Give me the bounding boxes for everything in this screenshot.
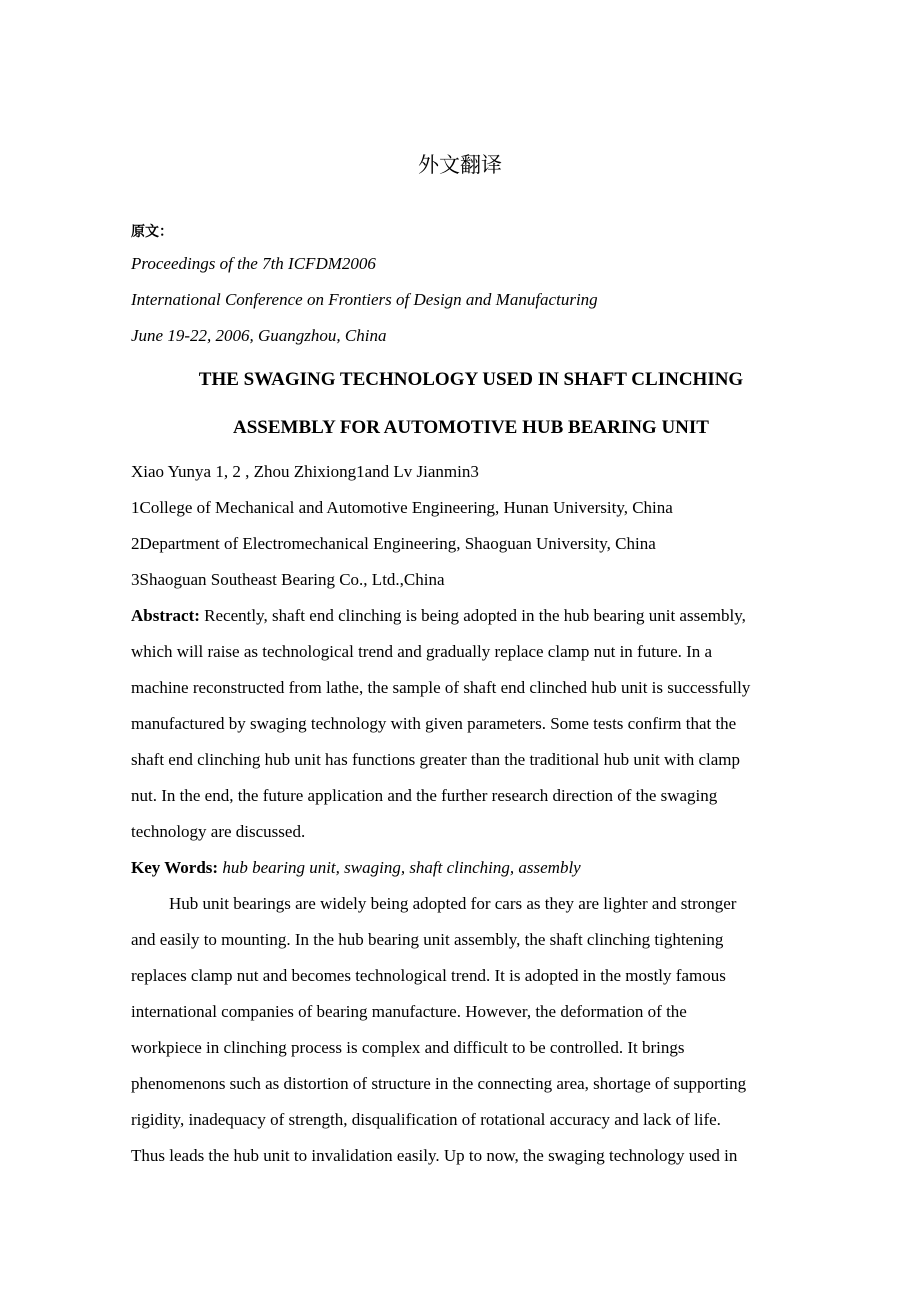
body-line: replaces clamp nut and becomes technological trend. It is adopted in the mostly famous: [131, 966, 726, 985]
body-line: rigidity, inadequacy of strength, disqualification of rotational accuracy and lack of life.: [131, 1110, 721, 1129]
authors: Xiao Yunya 1, 2 , Zhou Zhixiong1and Lv Jianmin3: [131, 462, 479, 481]
body-line: phenomenons such as distortion of structure in the connecting area, shortage of supporting: [131, 1074, 747, 1093]
paper-title-line-1: THE SWAGING TECHNOLOGY USED IN SHAFT CLINCHING: [198, 369, 744, 390]
body-line: and easily to mounting. In the hub bearing unit assembly, the shaft clinching tightening: [131, 930, 724, 949]
original-text-label: 原文：: [131, 224, 173, 240]
abstract-line: manufactured by swaging technology with given parameters. Some tests confirm that the: [131, 714, 737, 733]
abstract-line: technology are discussed.: [131, 822, 306, 841]
keywords-label: Key Words:: [131, 858, 219, 877]
date-location-line: June 19-22, 2006, Guangzhou, China: [131, 326, 387, 345]
abstract-line: nut. In the end, the future application and the further research direction of the swaging: [131, 786, 718, 805]
keywords-text: hub bearing unit, swaging, shaft clinching, assembly: [218, 858, 581, 877]
affiliation-2: 2Department of Electromechanical Engineering, Shaoguan University, China: [131, 534, 656, 553]
abstract-line: which will raise as technological trend and gradually replace clamp nut in future. In a: [131, 642, 713, 661]
page-title: 外文翻译: [418, 153, 502, 177]
document-body: [131, 218, 811, 1174]
body-line: Hub unit bearings are widely being adopted for cars as they are lighter and stronger: [169, 894, 737, 913]
body-line: Thus leads the hub unit to invalidation easily. Up to now, the swaging technology used in: [131, 1146, 738, 1165]
abstract-text: Recently, shaft end clinching is being adopted in the hub bearing unit assembly,: [199, 606, 746, 625]
affiliation-1: 1College of Mechanical and Automotive Engineering, Hunan University, China: [131, 498, 673, 517]
body-line: international companies of bearing manufacture. However, the deformation of the: [131, 1002, 687, 1021]
keywords: [131, 850, 811, 886]
abstract-line: machine reconstructed from lathe, the sample of shaft end clinched hub unit is successfully: [131, 678, 751, 697]
conference-line: International Conference on Frontiers of Design and Manufacturing: [131, 290, 598, 309]
affiliation-3: 3Shaoguan Southeast Bearing Co., Ltd.,China: [131, 570, 445, 589]
abstract: [131, 598, 811, 850]
proceedings-line: Proceedings of the 7th ICFDM2006: [131, 254, 376, 273]
abstract-line: shaft end clinching hub unit has functions greater than the traditional hub unit with clamp: [131, 750, 741, 769]
abstract-label: Abstract:: [131, 606, 200, 625]
paper-title-line-2: ASSEMBLY FOR AUTOMOTIVE HUB BEARING UNIT: [233, 417, 709, 438]
body-paragraph: [131, 886, 811, 1174]
abstract-line: [131, 598, 811, 634]
body-line: workpiece in clinching process is complex and difficult to be controlled. It brings: [131, 1038, 685, 1057]
